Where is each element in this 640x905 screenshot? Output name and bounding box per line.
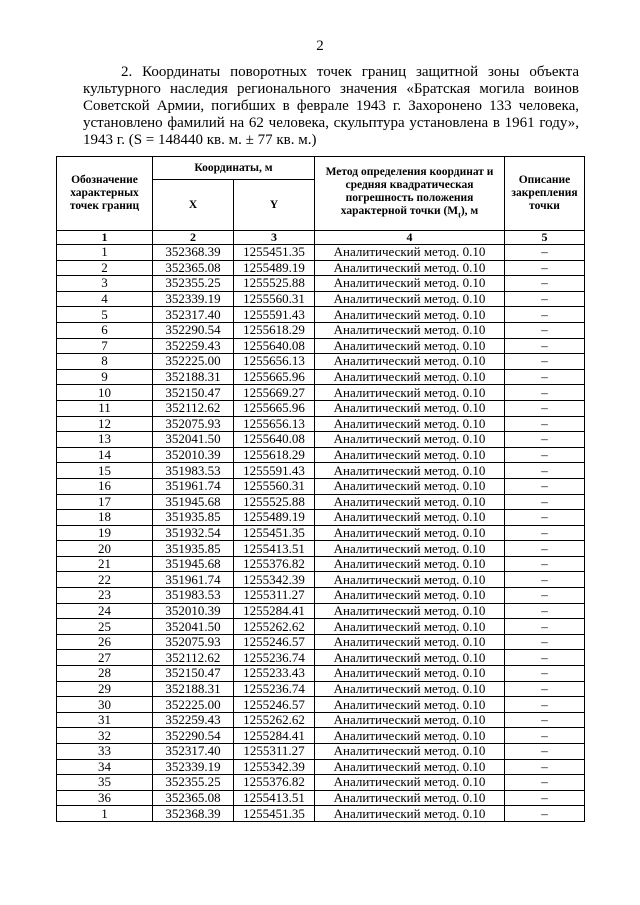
header-x: X [153, 180, 234, 231]
cell-method: Аналитический метод. 0.10 [315, 400, 505, 416]
cell-point: 25 [57, 619, 153, 635]
table-row [57, 775, 585, 791]
cell-method: Аналитический метод. 0.10 [315, 510, 505, 526]
column-number: 5 [505, 231, 585, 245]
cell-description: – [505, 463, 585, 479]
table-row [57, 666, 585, 682]
cell-description: – [505, 759, 585, 775]
table-row [57, 588, 585, 604]
header-y: Y [234, 180, 315, 231]
cell-method: Аналитический метод. 0.10 [315, 775, 505, 791]
cell-point: 1 [57, 245, 153, 261]
cell-y: 1255618.29 [234, 447, 315, 463]
cell-y: 1255560.31 [234, 291, 315, 307]
cell-method: Аналитический метод. 0.10 [315, 806, 505, 822]
table-row [57, 572, 585, 588]
column-number: 4 [315, 231, 505, 245]
header-method-subscript: t [458, 210, 461, 220]
cell-method: Аналитический метод. 0.10 [315, 681, 505, 697]
cell-method: Аналитический метод. 0.10 [315, 322, 505, 338]
cell-method: Аналитический метод. 0.10 [315, 588, 505, 604]
cell-x: 352075.93 [153, 416, 234, 432]
table-row [57, 650, 585, 666]
cell-x: 352259.43 [153, 712, 234, 728]
table-row [57, 338, 585, 354]
cell-y: 1255591.43 [234, 307, 315, 323]
cell-point: 13 [57, 432, 153, 448]
cell-point: 15 [57, 463, 153, 479]
cell-y: 1255311.27 [234, 588, 315, 604]
cell-description: – [505, 728, 585, 744]
cell-y: 1255342.39 [234, 572, 315, 588]
table-row [57, 385, 585, 401]
cell-y: 1255669.27 [234, 385, 315, 401]
table-row [57, 400, 585, 416]
cell-x: 352355.25 [153, 775, 234, 791]
cell-description: – [505, 245, 585, 261]
table-row [57, 369, 585, 385]
cell-description: – [505, 354, 585, 370]
cell-point: 29 [57, 681, 153, 697]
cell-y: 1255656.13 [234, 354, 315, 370]
cell-x: 352365.08 [153, 260, 234, 276]
table-row [57, 463, 585, 479]
header-method [315, 157, 505, 231]
table-row [57, 681, 585, 697]
table-row [57, 322, 585, 338]
cell-y: 1255640.08 [234, 432, 315, 448]
cell-point: 33 [57, 744, 153, 760]
cell-method: Аналитический метод. 0.10 [315, 260, 505, 276]
cell-method: Аналитический метод. 0.10 [315, 432, 505, 448]
cell-y: 1255311.27 [234, 744, 315, 760]
table-row [57, 416, 585, 432]
cell-y: 1255591.43 [234, 463, 315, 479]
cell-x: 351932.54 [153, 525, 234, 541]
table-row [57, 276, 585, 292]
cell-x: 351961.74 [153, 572, 234, 588]
table-row [57, 541, 585, 557]
cell-point: 18 [57, 510, 153, 526]
intro-paragraph: 2. Координаты поворотных точек границ защитной зоны объекта культурного наследия регионального значения «Братская могила воинов Советской Армии, погибших в феврале 1943 г. Захоронено 133 человека, установлено фамилий на 62 человека, скульптура установлена в 1961 году», 1943 г. (S = 148440 кв. м. ± 77 кв. м.) [83, 64, 579, 148]
cell-method: Аналитический метод. 0.10 [315, 728, 505, 744]
cell-method: Аналитический метод. 0.10 [315, 416, 505, 432]
cell-point: 4 [57, 291, 153, 307]
cell-method: Аналитический метод. 0.10 [315, 478, 505, 494]
cell-y: 1255236.74 [234, 681, 315, 697]
cell-y: 1255262.62 [234, 619, 315, 635]
cell-y: 1255489.19 [234, 510, 315, 526]
table-row [57, 806, 585, 822]
cell-description: – [505, 619, 585, 635]
cell-point: 20 [57, 541, 153, 557]
cell-point: 24 [57, 603, 153, 619]
cell-x: 352290.54 [153, 322, 234, 338]
cell-method: Аналитический метод. 0.10 [315, 712, 505, 728]
cell-point: 9 [57, 369, 153, 385]
column-number: 1 [57, 231, 153, 245]
column-number: 3 [234, 231, 315, 245]
page-number: 2 [316, 38, 324, 54]
cell-method: Аналитический метод. 0.10 [315, 650, 505, 666]
coordinates-table [56, 156, 585, 822]
cell-x: 351983.53 [153, 463, 234, 479]
cell-point: 31 [57, 712, 153, 728]
cell-x: 351935.85 [153, 541, 234, 557]
table-body [57, 245, 585, 822]
cell-description: – [505, 338, 585, 354]
cell-y: 1255284.41 [234, 728, 315, 744]
cell-method: Аналитический метод. 0.10 [315, 354, 505, 370]
header-point-designation: Обозначение характерных точек границ [57, 157, 153, 231]
cell-x: 351961.74 [153, 478, 234, 494]
cell-description: – [505, 806, 585, 822]
cell-y: 1255246.57 [234, 697, 315, 713]
cell-description: – [505, 634, 585, 650]
cell-point: 34 [57, 759, 153, 775]
cell-x: 352188.31 [153, 369, 234, 385]
cell-description: – [505, 790, 585, 806]
cell-point: 17 [57, 494, 153, 510]
cell-y: 1255233.43 [234, 666, 315, 682]
cell-x: 352112.62 [153, 400, 234, 416]
table-row [57, 619, 585, 635]
cell-description: – [505, 432, 585, 448]
table-row [57, 494, 585, 510]
cell-point: 8 [57, 354, 153, 370]
cell-x: 352112.62 [153, 650, 234, 666]
cell-description: – [505, 322, 585, 338]
cell-y: 1255451.35 [234, 245, 315, 261]
cell-description: – [505, 369, 585, 385]
cell-point: 32 [57, 728, 153, 744]
cell-x: 352290.54 [153, 728, 234, 744]
cell-y: 1255342.39 [234, 759, 315, 775]
cell-point: 30 [57, 697, 153, 713]
table-row [57, 556, 585, 572]
table-row [57, 697, 585, 713]
cell-method: Аналитический метод. 0.10 [315, 541, 505, 557]
cell-method: Аналитический метод. 0.10 [315, 697, 505, 713]
cell-x: 352365.08 [153, 790, 234, 806]
cell-y: 1255525.88 [234, 276, 315, 292]
cell-y: 1255665.96 [234, 400, 315, 416]
cell-x: 352317.40 [153, 744, 234, 760]
cell-point: 11 [57, 400, 153, 416]
cell-y: 1255236.74 [234, 650, 315, 666]
cell-point: 16 [57, 478, 153, 494]
cell-method: Аналитический метод. 0.10 [315, 634, 505, 650]
cell-y: 1255640.08 [234, 338, 315, 354]
cell-y: 1255451.35 [234, 525, 315, 541]
cell-description: – [505, 541, 585, 557]
cell-description: – [505, 307, 585, 323]
cell-description: – [505, 775, 585, 791]
cell-method: Аналитический метод. 0.10 [315, 245, 505, 261]
cell-description: – [505, 510, 585, 526]
cell-description: – [505, 447, 585, 463]
cell-description: – [505, 260, 585, 276]
table-row [57, 307, 585, 323]
cell-description: – [505, 556, 585, 572]
table-row [57, 447, 585, 463]
cell-method: Аналитический метод. 0.10 [315, 291, 505, 307]
cell-description: – [505, 494, 585, 510]
cell-point: 19 [57, 525, 153, 541]
cell-method: Аналитический метод. 0.10 [315, 572, 505, 588]
cell-method: Аналитический метод. 0.10 [315, 447, 505, 463]
cell-description: – [505, 385, 585, 401]
cell-point: 28 [57, 666, 153, 682]
table-row [57, 790, 585, 806]
cell-point: 26 [57, 634, 153, 650]
cell-description: – [505, 603, 585, 619]
cell-point: 22 [57, 572, 153, 588]
cell-y: 1255413.51 [234, 790, 315, 806]
table-row [57, 728, 585, 744]
header-description: Описание закрепления точки [505, 157, 585, 231]
cell-x: 352150.47 [153, 385, 234, 401]
cell-x: 352355.25 [153, 276, 234, 292]
cell-x: 351983.53 [153, 588, 234, 604]
cell-point: 10 [57, 385, 153, 401]
cell-method: Аналитический метод. 0.10 [315, 759, 505, 775]
cell-method: Аналитический метод. 0.10 [315, 276, 505, 292]
cell-method: Аналитический метод. 0.10 [315, 494, 505, 510]
cell-point: 14 [57, 447, 153, 463]
cell-y: 1255656.13 [234, 416, 315, 432]
table-row [57, 291, 585, 307]
cell-point: 3 [57, 276, 153, 292]
cell-y: 1255618.29 [234, 322, 315, 338]
cell-x: 352368.39 [153, 806, 234, 822]
table-row [57, 603, 585, 619]
cell-x: 352259.43 [153, 338, 234, 354]
cell-y: 1255560.31 [234, 478, 315, 494]
cell-y: 1255451.35 [234, 806, 315, 822]
table-row [57, 510, 585, 526]
column-number: 2 [153, 231, 234, 245]
cell-method: Аналитический метод. 0.10 [315, 525, 505, 541]
cell-method: Аналитический метод. 0.10 [315, 666, 505, 682]
cell-x: 352188.31 [153, 681, 234, 697]
table-row [57, 634, 585, 650]
cell-x: 352225.00 [153, 354, 234, 370]
cell-method: Аналитический метод. 0.10 [315, 619, 505, 635]
table-row [57, 712, 585, 728]
cell-point: 2 [57, 260, 153, 276]
cell-point: 1 [57, 806, 153, 822]
cell-x: 352010.39 [153, 603, 234, 619]
cell-method: Аналитический метод. 0.10 [315, 790, 505, 806]
cell-y: 1255665.96 [234, 369, 315, 385]
cell-y: 1255376.82 [234, 556, 315, 572]
cell-description: – [505, 416, 585, 432]
table-row [57, 245, 585, 261]
cell-point: 21 [57, 556, 153, 572]
header-coordinates: Координаты, м [153, 157, 315, 180]
cell-description: – [505, 681, 585, 697]
cell-point: 12 [57, 416, 153, 432]
cell-x: 352368.39 [153, 245, 234, 261]
table-row [57, 478, 585, 494]
cell-y: 1255525.88 [234, 494, 315, 510]
cell-y: 1255413.51 [234, 541, 315, 557]
cell-description: – [505, 276, 585, 292]
cell-description: – [505, 588, 585, 604]
cell-method: Аналитический метод. 0.10 [315, 385, 505, 401]
cell-y: 1255246.57 [234, 634, 315, 650]
cell-x: 352041.50 [153, 432, 234, 448]
cell-x: 352339.19 [153, 291, 234, 307]
cell-x: 352225.00 [153, 697, 234, 713]
cell-x: 351935.85 [153, 510, 234, 526]
cell-description: – [505, 478, 585, 494]
cell-description: – [505, 744, 585, 760]
cell-method: Аналитический метод. 0.10 [315, 603, 505, 619]
cell-method: Аналитический метод. 0.10 [315, 556, 505, 572]
table-row [57, 260, 585, 276]
header-method-text-1: Метод определения координат и средняя квадратическая погрешность положения характерной точки (M [325, 165, 494, 217]
cell-method: Аналитический метод. 0.10 [315, 369, 505, 385]
cell-description: – [505, 712, 585, 728]
cell-y: 1255376.82 [234, 775, 315, 791]
cell-x: 352150.47 [153, 666, 234, 682]
cell-method: Аналитический метод. 0.10 [315, 307, 505, 323]
cell-point: 36 [57, 790, 153, 806]
table-row [57, 432, 585, 448]
cell-description: – [505, 400, 585, 416]
cell-x: 351945.68 [153, 494, 234, 510]
cell-y: 1255489.19 [234, 260, 315, 276]
cell-method: Аналитический метод. 0.10 [315, 338, 505, 354]
table-row [57, 525, 585, 541]
cell-point: 35 [57, 775, 153, 791]
cell-x: 351945.68 [153, 556, 234, 572]
cell-description: – [505, 525, 585, 541]
cell-description: – [505, 697, 585, 713]
cell-description: – [505, 650, 585, 666]
cell-x: 352075.93 [153, 634, 234, 650]
cell-description: – [505, 291, 585, 307]
cell-y: 1255284.41 [234, 603, 315, 619]
cell-x: 352010.39 [153, 447, 234, 463]
cell-method: Аналитический метод. 0.10 [315, 744, 505, 760]
cell-point: 5 [57, 307, 153, 323]
cell-point: 23 [57, 588, 153, 604]
cell-x: 352339.19 [153, 759, 234, 775]
cell-point: 7 [57, 338, 153, 354]
cell-description: – [505, 572, 585, 588]
cell-point: 27 [57, 650, 153, 666]
cell-y: 1255262.62 [234, 712, 315, 728]
cell-point: 6 [57, 322, 153, 338]
table-row [57, 354, 585, 370]
header-method-text-2: ), м [460, 204, 479, 217]
table-row [57, 759, 585, 775]
table-row [57, 744, 585, 760]
cell-method: Аналитический метод. 0.10 [315, 463, 505, 479]
cell-x: 352041.50 [153, 619, 234, 635]
cell-x: 352317.40 [153, 307, 234, 323]
cell-description: – [505, 666, 585, 682]
